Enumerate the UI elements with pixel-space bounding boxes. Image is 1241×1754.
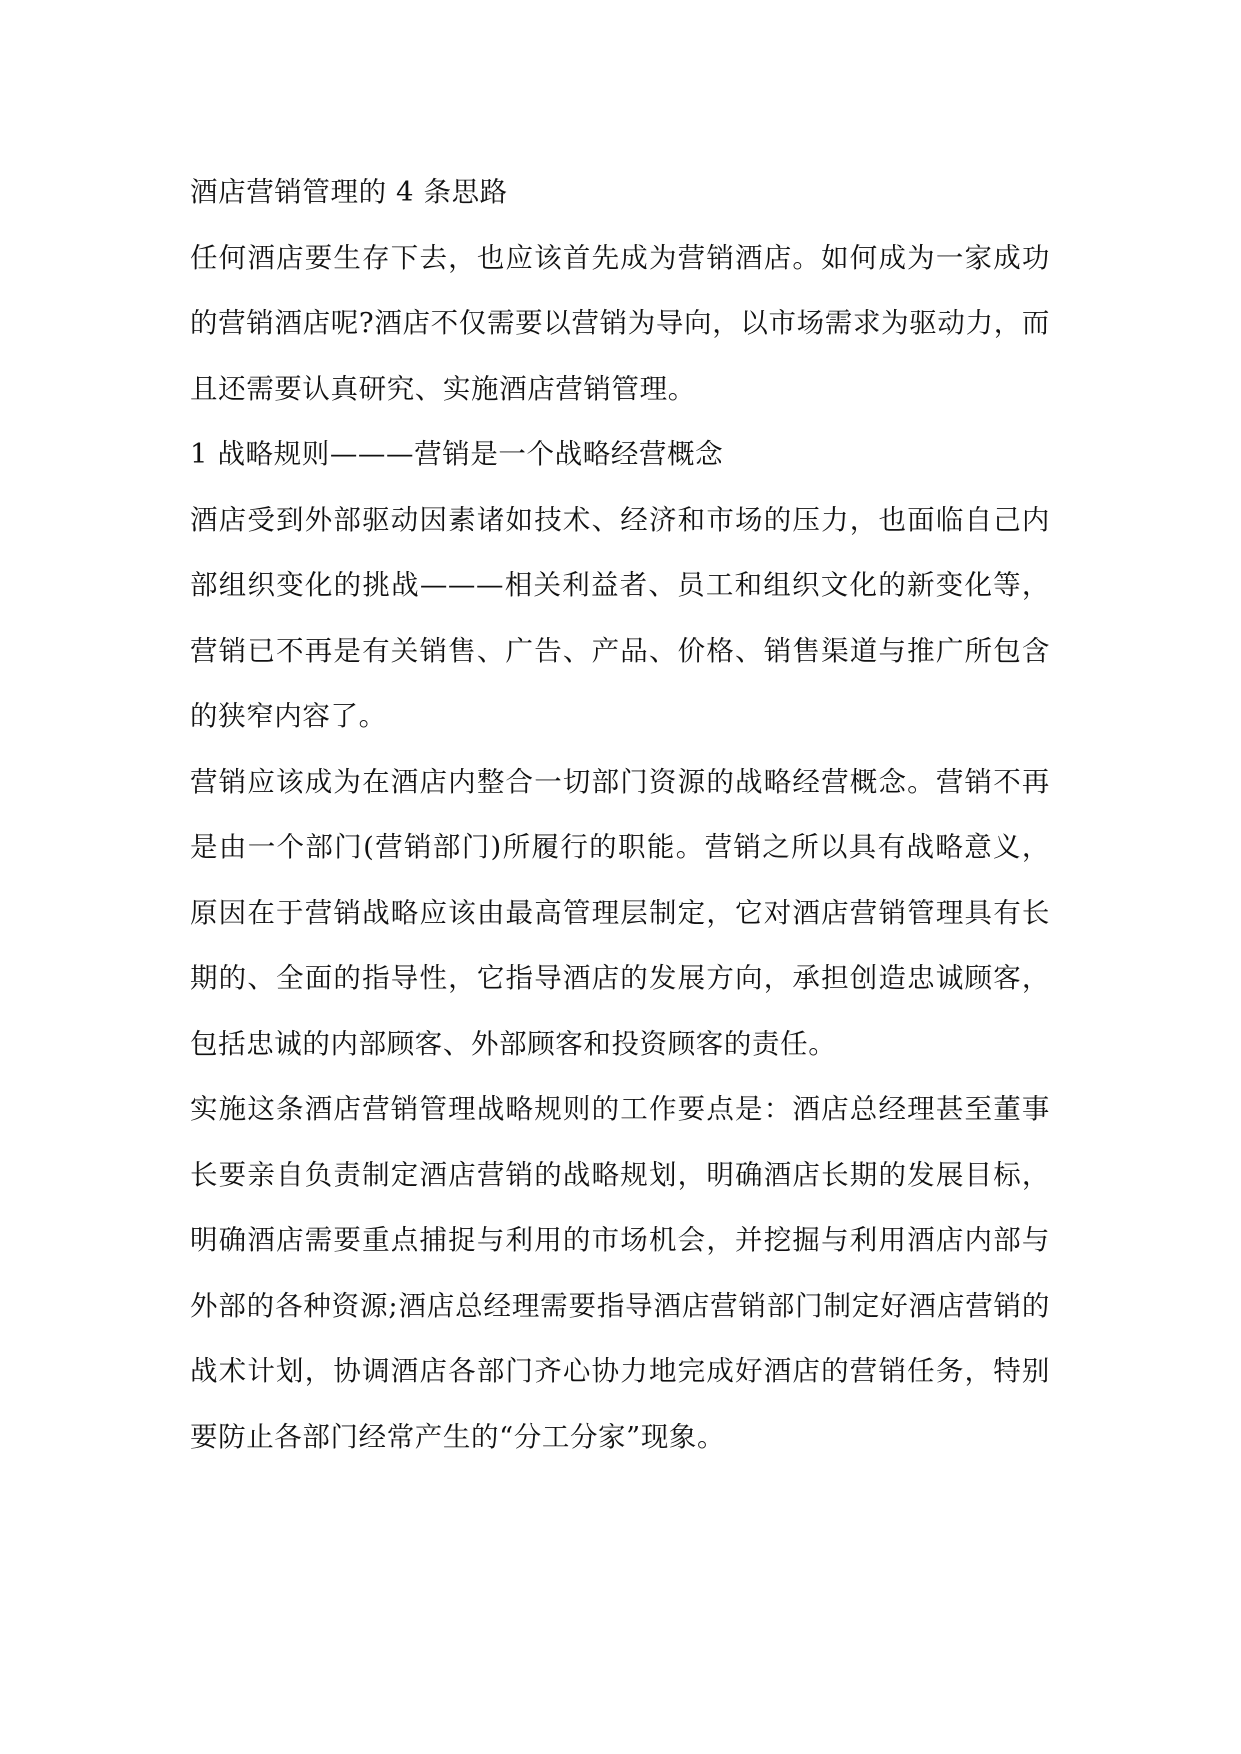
paragraph-implementation: 实施这条酒店营销管理战略规则的工作要点是：酒店总经理甚至董事长要亲自负责制定酒店营销的战略规划，明确酒店长期的发展目标，明确酒店需要重点捕捉与利用的市场机会，并挖掘与利用酒店内部与外部的各种资源;酒店总经理需要指导酒店营销部门制定好酒店营销的战术计划，协调酒店各部门齐心协力地完成好酒店的营销任务，特别要防止各部门经常产生的“分工分家”现象。 <box>190 1093 1050 1453</box>
paragraph-intro: 任何酒店要生存下去，也应该首先成为营销酒店。如何成为一家成功的营销酒店呢?酒店不仅需要以营销为导向，以市场需求为驱动力，而且还需要认真研究、实施酒店营销管理。 <box>190 241 1050 405</box>
document-body <box>190 160 1050 1470</box>
document-title: 酒店营销管理的 4 条思路 <box>190 176 508 208</box>
section-heading-1: 1 战略规则———营销是一个战略经营概念 <box>190 438 724 470</box>
paragraph-strategic-concept: 营销应该成为在酒店内整合一切部门资源的战略经营概念。营销不再是由一个部门(营销部门)所履行的职能。营销之所以具有战略意义，原因在于营销战略应该由最高管理层制定，它对酒店营销管理具有长期的、全面的指导性，它指导酒店的发展方向，承担创造忠诚顾客，包括忠诚的内部顾客、外部顾客和投资顾客的责任。 <box>190 765 1050 1060</box>
paragraph-external-factors: 酒店受到外部驱动因素诸如技术、经济和市场的压力，也面临自己内部组织变化的挑战———相关利益者、员工和组织文化的新变化等，营销已不再是有关销售、广告、产品、价格、销售渠道与推广所包含的狭窄内容了。 <box>190 503 1050 732</box>
